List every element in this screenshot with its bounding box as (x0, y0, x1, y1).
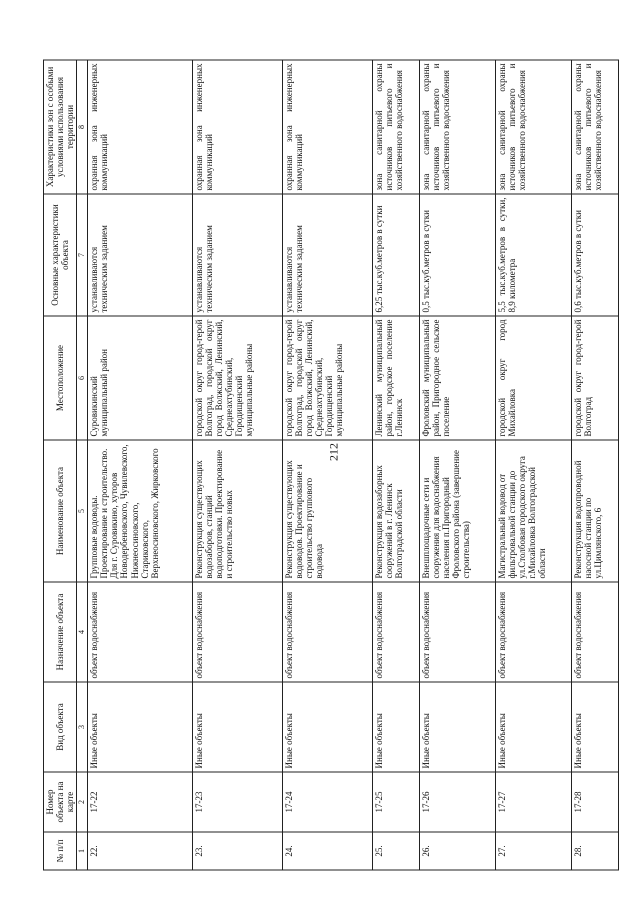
header-cell-number: № п/п (44, 832, 77, 870)
object-type-cell: Иные объекты (495, 682, 571, 772)
row-number-cell: 27. (495, 832, 571, 870)
map-code-cell: 17-25 (372, 772, 419, 832)
map-code-cell: 17-27 (495, 772, 571, 832)
characteristics-cell: 6,25 тыс.куб.метров в сутки (372, 194, 419, 316)
object-type-cell: Иные объекты (420, 682, 496, 772)
object-name-cell: Реконструкция водопроводной насосной станции по ул.Цимлянского, 6 (571, 440, 618, 582)
map-code-cell: 17-24 (282, 772, 372, 832)
column-number: 2 (77, 772, 88, 832)
object-name-cell: Магистральный водовод от фильтровальной станции до ул.Столбовая городского округа г.Михайловка Волгоградской области (495, 440, 571, 582)
map-code-cell: 17-26 (420, 772, 496, 832)
table-row (88, 60, 192, 870)
location-cell: городской округ город-герой Волгоград (571, 316, 618, 440)
object-name-cell: Групповые водоводы. Проектирование и строительство. Для г. Суровикино, хуторов Новодербеновского, Чувилевского, Нижнеосиновского, Стариковского, Верхнеосиновского, Жирковского (88, 440, 192, 582)
column-number: 7 (77, 194, 88, 316)
header-row (44, 60, 77, 870)
header-cell-location: Местоположение (44, 316, 77, 440)
header-cell-name: Наименование объекта (44, 440, 77, 582)
characteristics-cell: 0,5 тыс.куб.метров в сутки (420, 194, 496, 316)
location-cell: городской округ город-герой Волгоград, городской округ город Волжский, Ленинский, Среднеахтубинский, Городищенский муниципальные районы (282, 316, 372, 440)
object-name-cell: Реконструкция существующих водозаборов, станций водоподготовки. Проектирование и строительство новых (192, 440, 282, 582)
row-number-cell: 28. (571, 832, 618, 870)
characteristics-cell: устанавливаются техническим заданием (88, 194, 192, 316)
purpose-cell: объект водоснабжения (192, 582, 282, 682)
characteristics-cell: 0,6 тыс.куб.метров в сутки (571, 194, 618, 316)
column-number: 5 (77, 440, 88, 582)
header-cell-object-type: Вид объекта (44, 682, 77, 772)
map-code-cell: 17-28 (571, 772, 618, 832)
characteristics-cell: устанавливаются техническим заданием (282, 194, 372, 316)
column-number: 8 (77, 60, 88, 194)
object-type-cell: Иные объекты (192, 682, 282, 772)
characteristics-cell: 5,5 тыс.куб.метров в сутки, 8,9 километра (495, 194, 571, 316)
table-row (372, 60, 419, 870)
location-cell: Суровикинский муниципальный район (88, 316, 192, 440)
location-cell: Фроловский муниципальный район, Пригородное сельское поселение (420, 316, 496, 440)
column-number: 4 (77, 582, 88, 682)
page-number: 212 (326, 443, 341, 461)
map-code-cell: 17-22 (88, 772, 192, 832)
object-type-cell: Иные объекты (372, 682, 419, 772)
map-code-cell: 17-23 (192, 772, 282, 832)
column-number: 3 (77, 682, 88, 772)
object-name-cell: Реконструкция существующих водоводов. Проектирование и строительство группового водовода (282, 440, 372, 582)
row-number-cell: 26. (420, 832, 496, 870)
column-number: 6 (77, 316, 88, 440)
header-cell-characteristics: Основные характеристики объекта (44, 194, 77, 316)
header-cell-map-code: Номер объекта на карте (44, 772, 77, 832)
header-cell-purpose: Назначение объекта (44, 582, 77, 682)
object-type-cell: Иные объекты (282, 682, 372, 772)
zones-cell: зона санитарной охраны источников питьевого и хозяйственного водоснабжения (495, 60, 571, 194)
zones-cell: зона санитарной охраны источников питьевого и хозяйственного водоснабжения (571, 60, 618, 194)
objects-table (43, 60, 619, 871)
characteristics-cell: устанавливаются техническим заданием (192, 194, 282, 316)
table-row (192, 60, 282, 870)
location-cell: Ленинский муниципальный район, городское поселение г.Ленинск (372, 316, 419, 440)
zones-cell: охранная зона инженерных коммуникаций (282, 60, 372, 194)
purpose-cell: объект водоснабжения (420, 582, 496, 682)
header-cell-zones: Характеристики зон с особыми условиями использования территории (44, 60, 77, 194)
zones-cell: охранная зона инженерных коммуникаций (88, 60, 192, 194)
object-name-cell: Внешплощадочные сети и сооружения для водоснабжения населения п.Пригородный Фроловского района (завершение строительства) (420, 440, 496, 582)
zones-cell: зона санитарной охраны источников питьевого и хозяйственного водоснабжения (372, 60, 419, 194)
table-row (495, 60, 571, 870)
column-number-row (77, 60, 88, 870)
object-name-cell: Реконструкция водозаборных сооружений в г. Ленинск Волгоградской области (372, 440, 419, 582)
table-row (420, 60, 496, 870)
table-row (571, 60, 618, 870)
zones-cell: зона санитарной охраны источников питьевого и хозяйственного водоснабжения (420, 60, 496, 194)
row-number-cell: 23. (192, 832, 282, 870)
row-number-cell: 24. (282, 832, 372, 870)
location-cell: городской округ город Михайловка (495, 316, 571, 440)
zones-cell: охранная зона инженерных коммуникаций (192, 60, 282, 194)
purpose-cell: объект водоснабжения (495, 582, 571, 682)
table-row (282, 60, 372, 870)
column-number: 1 (77, 832, 88, 870)
row-number-cell: 25. (372, 832, 419, 870)
location-cell: городской округ город-герой Волгоград, городской округ город Волжский, Ленинский, Среднеахтубинский, Городищенский муниципальные районы (192, 316, 282, 440)
object-type-cell: Иные объекты (571, 682, 618, 772)
purpose-cell: объект водоснабжения (88, 582, 192, 682)
object-type-cell: Иные объекты (88, 682, 192, 772)
purpose-cell: объект водоснабжения (282, 582, 372, 682)
purpose-cell: объект водоснабжения (372, 582, 419, 682)
row-number-cell: 22. (88, 832, 192, 870)
purpose-cell: объект водоснабжения (571, 582, 618, 682)
